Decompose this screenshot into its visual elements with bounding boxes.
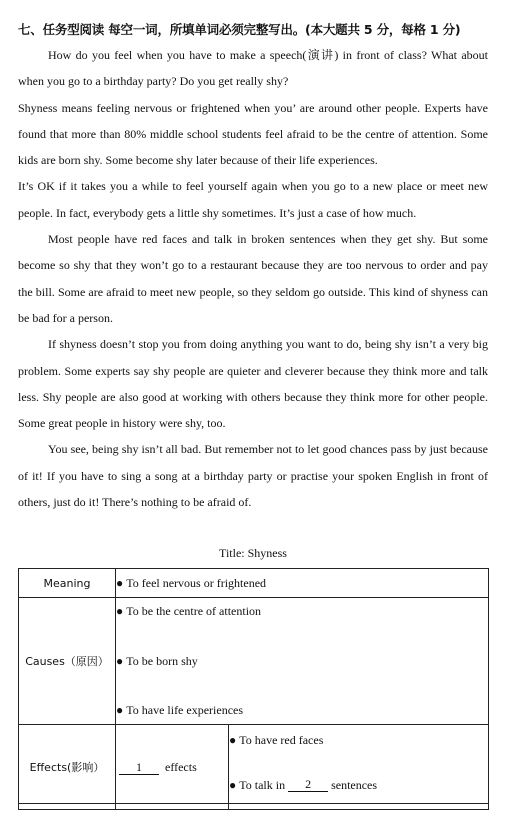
bullet-icon: ● [116,604,124,618]
passage-paragraph-3: It’s OK if it takes you a while to feel yourself again when you go to a new place or meet new people. In fact, everybody gets a little shy sometimes. It’s just a case of how much. [18,179,488,220]
meaning-label: Meaning [19,569,116,598]
bullet-icon: ● [116,575,124,590]
passage-paragraph-5: If shyness doesn’t stop you from doing anything you want to do, being shy isn’t a very big problem. Some experts say shy people are quieter and cleverer because they think more and talk less. Shy people are also good at working with others because they think more for other people. Some great people in history were shy, too. [18,337,488,431]
bullet-icon: ● [116,653,124,668]
passage-paragraph-2: Shyness means feeling nervous or frightened when you’ are around other people. Experts have found that more than 80% middle school students feel afraid to be the centre of attention. Some kids are born shy. Some become shy later because of their life experiences. [18,100,488,168]
bottom-divider [18,803,489,804]
reading-passage [18,42,488,515]
meaning-text: To feel nervous or frightened [126,575,267,590]
meaning-cell [116,569,489,598]
effect-talk-after: sentences [331,777,378,792]
section-heading: 七、任务型阅读 每空一词，所填单词必须完整写出。(本大题共 5 分，每格 1 分) [18,22,461,37]
causes-cell [116,598,489,725]
table-title: Title: Shyness [219,546,287,560]
answer-blank-1[interactable]: 1 [119,761,159,775]
cause-item: To have life experiences [126,703,244,717]
effects-row [19,725,489,810]
causes-row [19,598,489,725]
causes-label: Causes（原因） [19,598,116,725]
effects-label: Effects(影响） [19,725,116,810]
cause-item: To be the centre of attention [126,604,262,618]
cause-item: To be born shy [126,653,198,668]
bullet-icon: ● [229,733,237,747]
effects-blank-cell [116,725,229,810]
effect-red-faces: To have red faces [239,733,324,747]
answer-blank-2[interactable]: 2 [288,778,328,792]
effects-word: effects [165,759,197,774]
passage-paragraph-4: Most people have red faces and talk in broken sentences when they get shy. But some become so shy that they won’t go to a restaurant because they are too nervous to order and pay the bill. Some are afraid to meet new people, so they seldom go outside. This kind of shyness can be bad for a person. [18,232,488,325]
passage-paragraph-1: How do you feel when you have to make a speech(演讲) in front of class? What about when you go to a birthday party? Do you get really shy? [18,48,488,89]
meaning-row [19,569,489,598]
bullet-icon: ● [229,777,237,792]
bullet-icon: ● [116,703,124,717]
passage-paragraph-6: You see, being shy isn’t all bad. But remember not to let good chances pass by just because of it! If you have to sing a song at a birthday party or practise your spoken English in front of others, just do it! There’s nothing to be afraid of. [18,442,488,510]
effect-talk-before: To talk in [239,777,286,792]
effects-detail-cell [229,725,489,810]
summary-table [18,568,489,810]
